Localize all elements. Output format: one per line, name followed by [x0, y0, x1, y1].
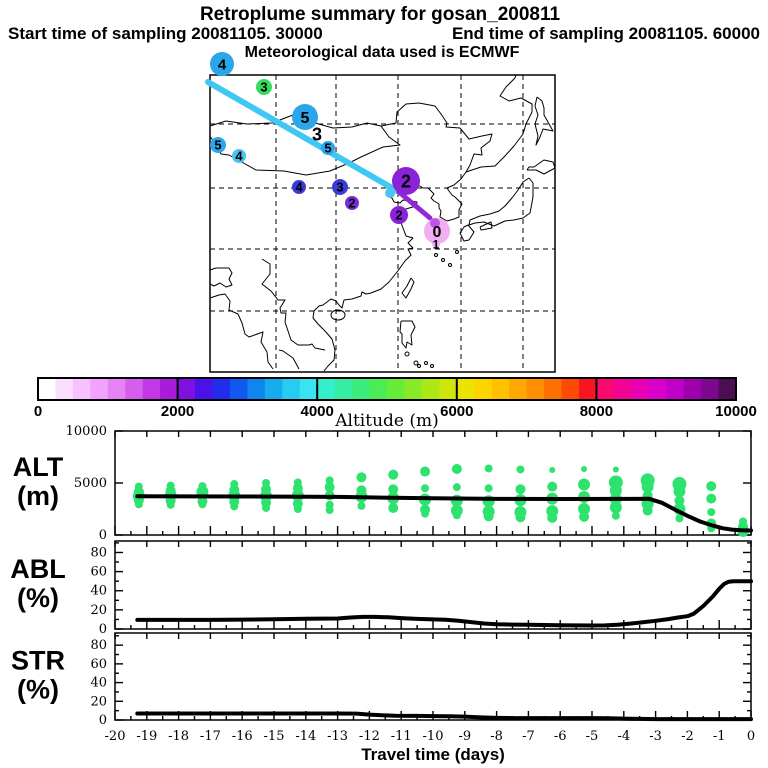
colorbar-block [387, 378, 405, 400]
xtick-label: -18 [168, 729, 190, 744]
panel-abl [10, 541, 751, 637]
colorbar-block [492, 378, 510, 400]
colorbar-block [143, 378, 161, 400]
colorbar-block [352, 378, 370, 400]
plume-particle-dot [516, 465, 524, 473]
day-marker-label: 2 [400, 171, 412, 192]
plume-particle-dot [420, 467, 430, 477]
xtick-label: -3 [649, 729, 662, 744]
colorbar-block [404, 378, 422, 400]
day-marker-label: 3 [260, 79, 268, 95]
xtick-label: -20 [104, 729, 126, 744]
plume-particle-dot [167, 501, 175, 509]
plume-particle-dot [198, 500, 206, 508]
timeseries-panels [10, 424, 755, 764]
ytick-label: 60 [90, 656, 107, 672]
panel-frame [115, 541, 751, 629]
xtick-label: -9 [458, 729, 472, 744]
panel-alt [13, 424, 751, 543]
plume-particle-dot [388, 503, 398, 513]
page-title: Retroplume summary for gosan_200811 [199, 4, 561, 25]
colorbar-block [457, 378, 475, 400]
colorbar-tick-label: 4000 [300, 403, 334, 420]
colorbar-block [579, 378, 597, 400]
colorbar-block [439, 378, 457, 400]
plume-particle-dot [706, 481, 716, 491]
plume-particle-dot [610, 501, 622, 513]
colorbar-block [562, 378, 580, 400]
plume-particle-dot [643, 506, 653, 516]
ytick-label: 40 [90, 583, 107, 599]
plume-particle-dot [484, 511, 494, 521]
plume-particle-dot [612, 512, 620, 520]
ytick-label: 80 [90, 638, 107, 654]
panel-frame [115, 431, 751, 535]
plume-particle-dot [515, 512, 525, 522]
xtick-label: -7 [522, 729, 535, 744]
colorbar-block [38, 378, 56, 400]
day-marker-label: 5 [300, 109, 310, 127]
x-axis-title: Travel time (days) [361, 745, 505, 764]
day-marker-label: 5 [324, 140, 332, 156]
end-time-label: End time of sampling 20081105. 60000 [451, 24, 760, 43]
colorbar-block [317, 378, 335, 400]
plume-particle-dot [613, 466, 619, 472]
panel-str [11, 633, 751, 728]
day-marker-label: 5 [214, 137, 222, 153]
plume-particle-dot [421, 510, 429, 518]
colorbar-tick-label: 10000 [715, 403, 757, 420]
str-line [137, 714, 751, 720]
plume-particle-dot [706, 494, 716, 504]
altitude-colorbar [34, 378, 757, 431]
day-marker-label: 2 [395, 207, 403, 223]
colorbar-block [544, 378, 562, 400]
xtick-label: -6 [553, 729, 567, 744]
abl-line [137, 581, 751, 625]
xtick-label: 0 [746, 729, 756, 744]
day-marker-label: 2 [348, 195, 356, 211]
colorbar-block [509, 378, 527, 400]
panel-name: STR [11, 645, 65, 676]
day-marker-circle [385, 188, 395, 198]
plume-particle-dot [547, 482, 557, 492]
panel-name: ABL [10, 554, 66, 584]
plume-particle-dot [485, 464, 493, 472]
xtick-label: -12 [358, 729, 380, 744]
colorbar-block [596, 378, 614, 400]
colorbar-block [666, 378, 684, 400]
colorbar-tick-label: 0 [33, 403, 43, 420]
colorbar-block [684, 378, 702, 400]
colorbar-tick-label: 8000 [579, 403, 614, 420]
colorbar-block [160, 378, 178, 400]
xtick-label: -5 [585, 729, 599, 744]
colorbar-block [631, 378, 649, 400]
plume-particle-dot [326, 506, 334, 514]
colorbar-block [195, 378, 213, 400]
day-marker-label: 4 [235, 148, 243, 164]
plume-particle-dot [579, 512, 589, 522]
plume-particle-dot [294, 505, 302, 513]
plume-particle-dot [262, 504, 270, 512]
xtick-label: -15 [263, 729, 285, 744]
plume-particle-dot [578, 479, 590, 491]
plume-particle-dot [135, 500, 143, 508]
colorbar-block [701, 378, 719, 400]
colorbar-block [125, 378, 143, 400]
colorbar-block [230, 378, 248, 400]
colorbar-block [719, 378, 737, 400]
xtick-label: -16 [231, 729, 253, 744]
plume-particle-dot [549, 467, 555, 473]
panel-frame [115, 633, 751, 720]
ytick-label: 0 [98, 528, 107, 543]
xtick-label: -11 [390, 729, 412, 744]
met-data-label: Meteorological data used is ECMWF [244, 44, 520, 61]
colorbar-block [649, 378, 667, 400]
panel-unit: (%) [17, 674, 59, 705]
panel-unit: (m) [17, 481, 59, 511]
day-marker-label: 4 [295, 179, 303, 195]
colorbar-block [73, 378, 91, 400]
xtick-label: -13 [327, 729, 349, 744]
colorbar-block [370, 378, 388, 400]
plume-particle-dot [388, 470, 398, 480]
colorbar-block [55, 378, 73, 400]
plume-particle-dot [357, 502, 365, 510]
xtick-label: -2 [681, 729, 694, 744]
day-marker-label: 3 [311, 124, 323, 145]
plume-particle-dot [230, 502, 238, 510]
ytick-label: 5000 [73, 476, 107, 491]
colorbar-block [282, 378, 300, 400]
colorbar-block [527, 378, 545, 400]
colorbar-block [247, 378, 265, 400]
xtick-label: -1 [712, 729, 726, 744]
plume-particle-dot [421, 484, 429, 492]
plume-particle-dot [675, 514, 683, 522]
ytick-label: 20 [90, 694, 107, 710]
plume-particle-dot [581, 466, 587, 472]
xtick-label: -19 [136, 729, 158, 744]
colorbar-block [213, 378, 231, 400]
ytick-label: 60 [90, 564, 107, 580]
ytick-label: 80 [90, 545, 107, 561]
x-axis [105, 729, 756, 764]
ytick-label: 10000 [65, 424, 107, 439]
colorbar-tick-label: 2000 [160, 403, 195, 420]
colorbar-title: Altitude (m) [335, 411, 439, 431]
ytick-label: 20 [90, 602, 107, 618]
xtick-label: -17 [199, 729, 221, 744]
colorbar-block [90, 378, 108, 400]
ytick-label: 0 [98, 622, 107, 637]
colorbar-block [422, 378, 440, 400]
plume-particle-dot [707, 508, 715, 516]
plume-particle-dot [453, 483, 461, 491]
plume-particle-dot [515, 484, 525, 494]
day-marker-label: 4 [217, 56, 227, 74]
map-frame [210, 75, 555, 372]
colorbar-tick-label: 6000 [440, 403, 474, 420]
xtick-label: -8 [490, 729, 503, 744]
plume-particle-dot [356, 472, 366, 482]
plume-particle-dot [673, 485, 685, 497]
xtick-label: -4 [617, 729, 631, 744]
day-marker-label: 3 [336, 179, 344, 195]
panel-name: ALT [12, 452, 64, 482]
colorbar-block [474, 378, 492, 400]
xtick-label: -14 [295, 729, 317, 744]
plume-particle-dot [485, 484, 493, 492]
colorbar-block [614, 378, 632, 400]
ytick-label: 0 [98, 713, 107, 728]
colorbar-block [108, 378, 126, 400]
ytick-label: 40 [90, 675, 107, 691]
colorbar-block [300, 378, 318, 400]
map [208, 52, 555, 372]
panel-unit: (%) [17, 583, 59, 613]
plume-particle-dot [453, 511, 461, 519]
start-time-label: Start time of sampling 20081105. 30000 [8, 24, 323, 43]
plume-particle-dot [547, 513, 557, 523]
colorbar-block [335, 378, 353, 400]
colorbar-block [178, 378, 196, 400]
plume-particle-dot [452, 464, 462, 474]
titles [8, 4, 760, 61]
xtick-label: -10 [422, 729, 444, 744]
day-marker-label: 1 [432, 237, 440, 252]
day-marker-label: 0 [432, 223, 442, 241]
colorbar-block [265, 378, 283, 400]
